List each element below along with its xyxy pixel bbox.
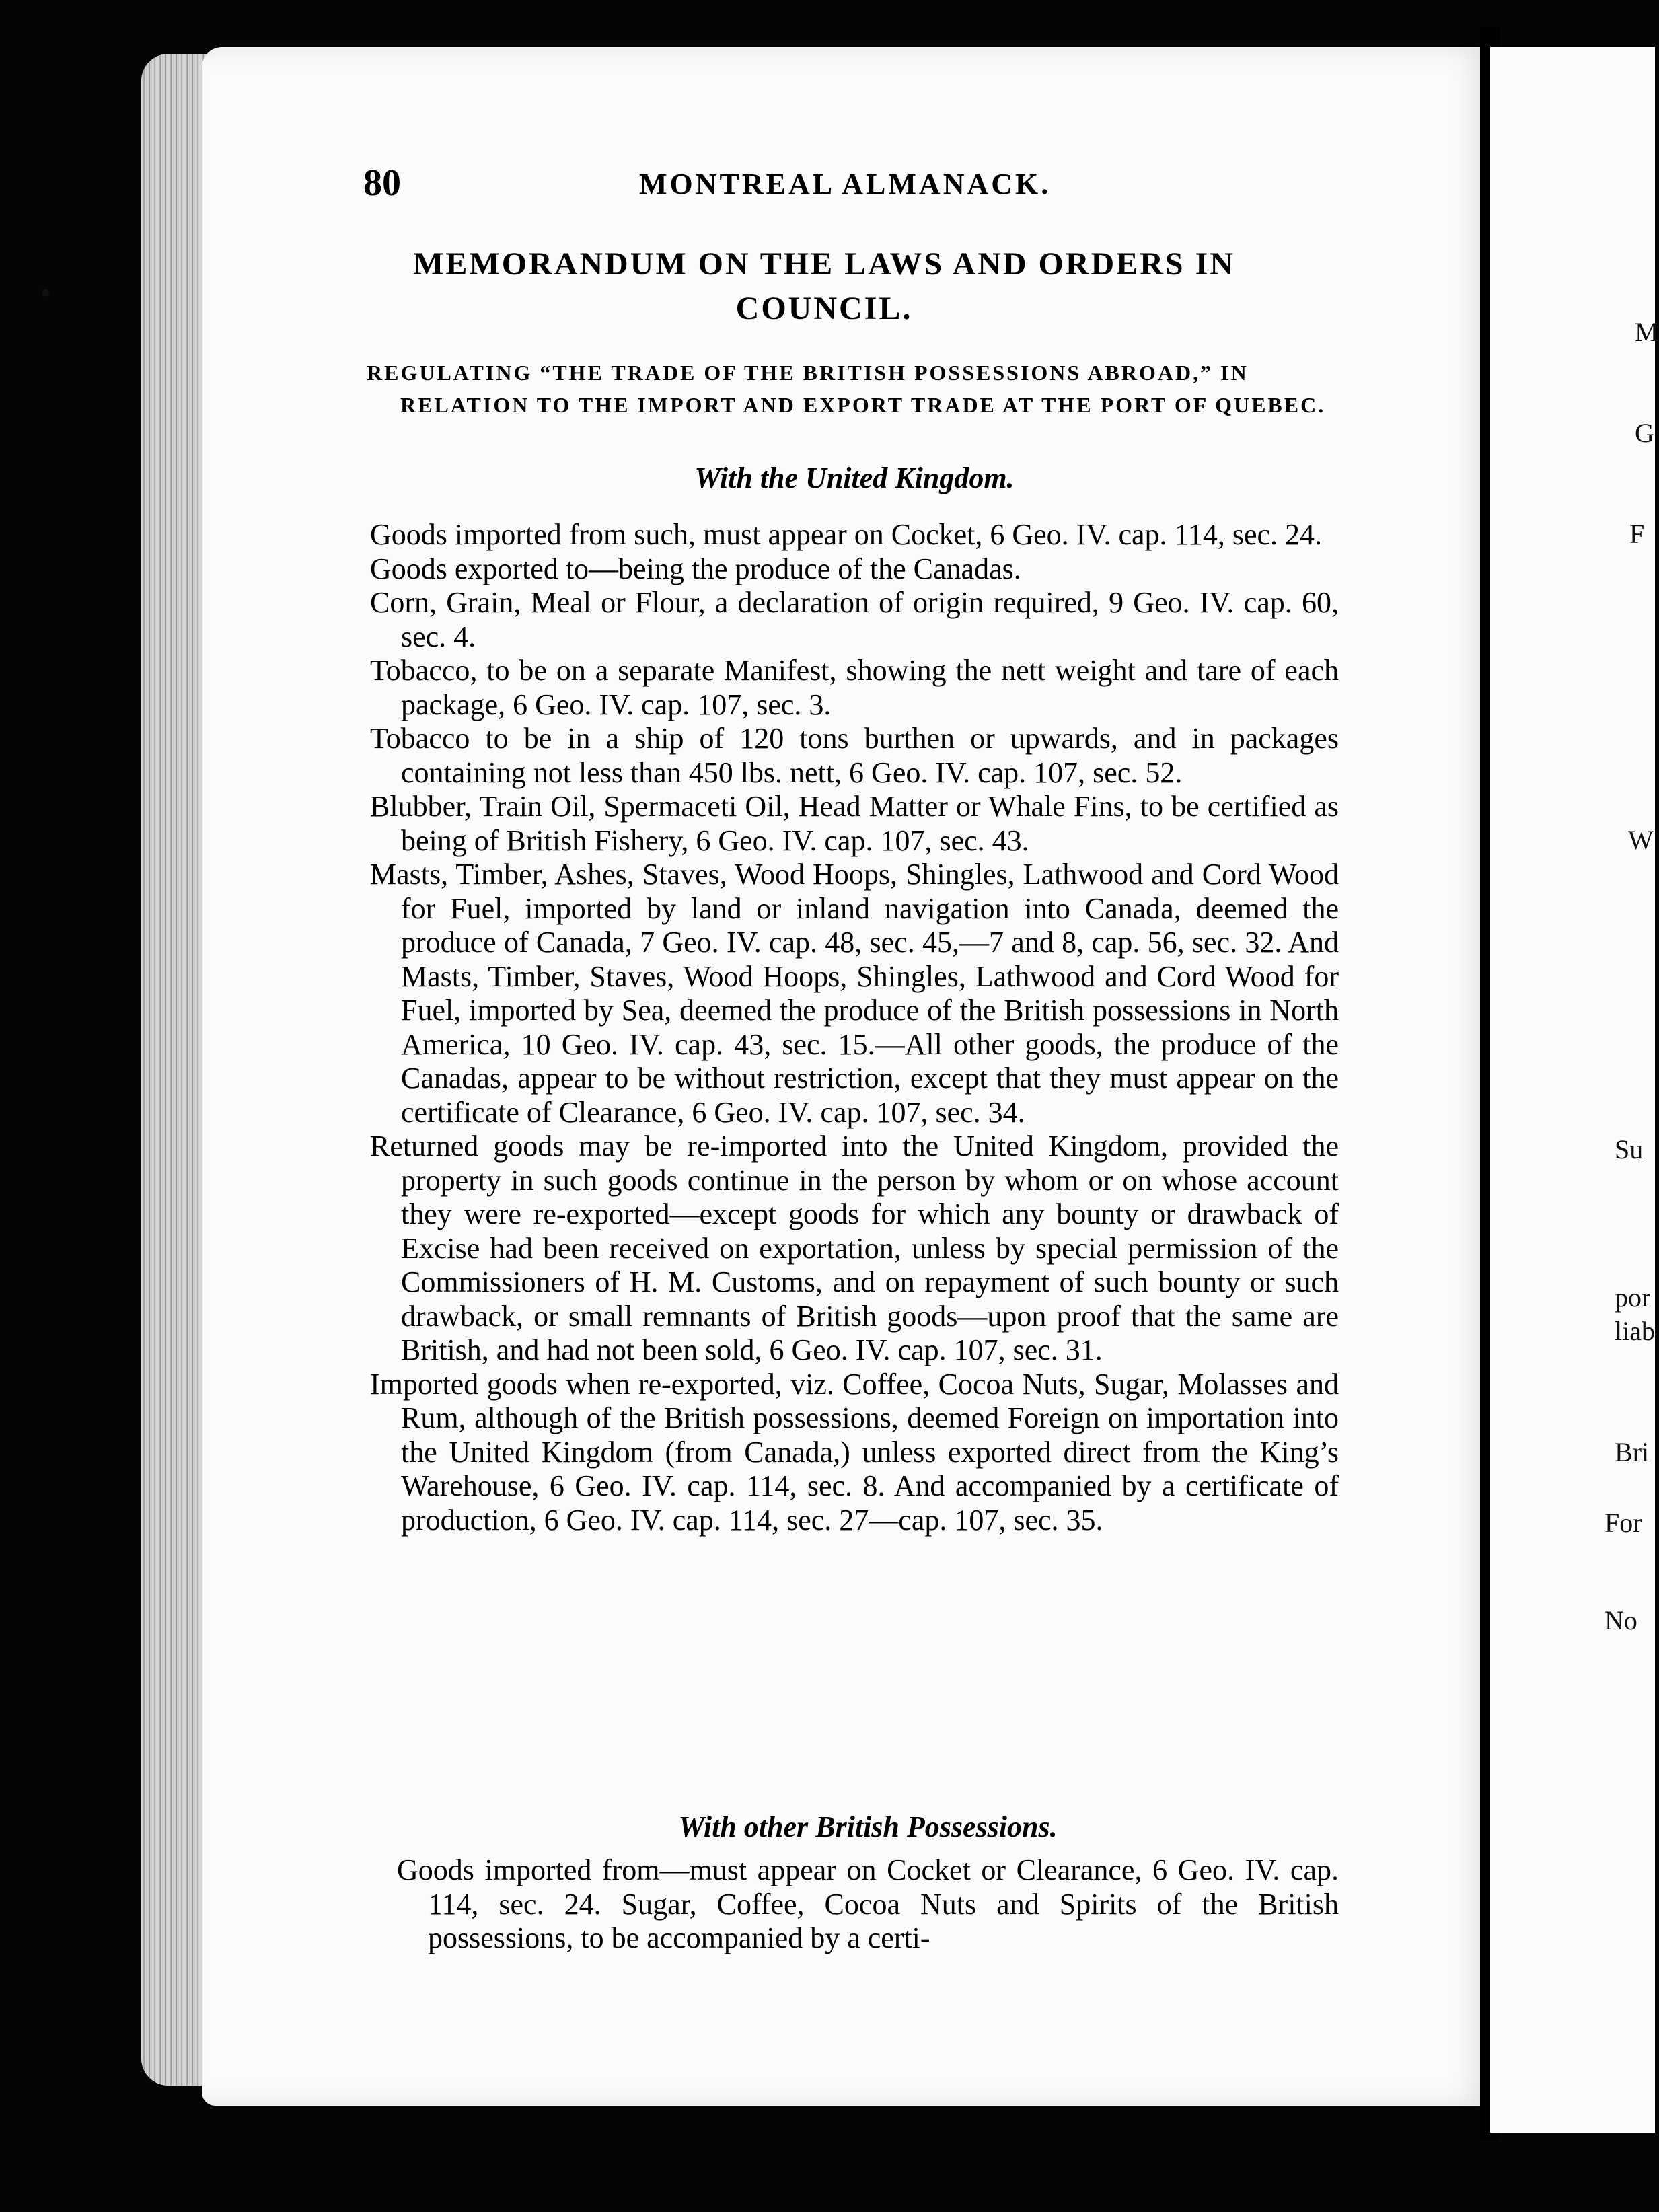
right-page-fragment: No — [1605, 1605, 1637, 1635]
right-page — [1490, 47, 1655, 2133]
right-page-fragment: Bri — [1615, 1437, 1650, 1467]
section-heading-other-possessions: With other British Possessions. — [678, 1810, 1058, 1843]
right-page-fragment: Su — [1615, 1134, 1644, 1165]
running-title: MONTREAL ALMANACK. — [639, 168, 1052, 200]
entry: Blubber, Train Oil, Spermaceti Oil, Head Matter or Whale Fins, to be certified as being of British Fishery, 6 Geo. IV. cap. 107, sec. 43. — [370, 790, 1339, 857]
regulating-heading: REGULATING “THE TRADE OF THE BRITISH POSSESSIONS ABROAD,” IN RELATION TO THE IMPORT AND EXPORT TRADE AT THE PORT OF QUEBEC. — [367, 361, 1326, 417]
right-page-fragment: G — [1635, 418, 1654, 448]
page-number: 80 — [363, 162, 401, 204]
section-heading-united-kingdom: With the United Kingdom. — [694, 462, 1015, 494]
entry: Returned goods may be re-imported into the United Kingdom, provided the property in such goods continue in the person by whom or on whose account they were re-exported—except goods for which any bounty or drawback of Excise had been received on exportation, unless by special permission of the Commissioners of H. M. Customs, and on repayment of such bounty or such drawback, or small remnants of British goods—upon proof that the same are British, and had not been sold, 6 Geo. IV. cap. 107, sec. 31. — [370, 1130, 1339, 1366]
section-entries-united-kingdom — [370, 518, 1339, 1537]
entry: Goods exported to—being the produce of the Canadas. — [370, 552, 1021, 585]
right-page-fragment: M — [1635, 317, 1659, 347]
right-page-fragment: por — [1615, 1282, 1651, 1313]
entry: Tobacco, to be on a separate Manifest, showing the nett weight and tare of each package, 6 Geo. IV. cap. 107, sec. 3. — [370, 654, 1339, 721]
entry: Masts, Timber, Ashes, Staves, Wood Hoops, Shingles, Lathwood and Cord Wood for Fuel, imported by land or inland navigation into Canada, deemed the produce of Canada, 7 Geo. IV. cap. 48, sec. 45,—7 and 8, cap. 56, sec. 32. And Masts, Timber, Staves, Wood Hoops, Shingles, Lathwood and Cord Wood for Fuel, imported by Sea, deemed the produce of the British possessions in North America, 10 Geo. IV. cap. 43, sec. 15.—All other goods, the produce of the Canadas, appear to be without restriction, except that they must appear on the certificate of Clearance, 6 Geo. IV. cap. 107, sec. 34. — [370, 858, 1339, 1129]
section-entries-other-possessions — [397, 1853, 1339, 1956]
entry: Imported goods when re-exported, viz. Coffee, Cocoa Nuts, Sugar, Molasses and Rum, although of the British possessions, deemed Foreign on importation into the United Kingdom (from Canada,) unless exported direct from the King’s Warehouse, 6 Geo. IV. cap. 114, sec. 8. And accompanied by a certificate of production, 6 Geo. IV. cap. 114, sec. 27—cap. 107, sec. 35. — [370, 1367, 1339, 1537]
running-head — [363, 161, 1339, 215]
entry: Goods imported from—must appear on Cocket or Clearance, 6 Geo. IV. cap. 114, sec. 24. Sugar, Coffee, Cocoa Nuts and Spirits of the British possessions, to be accompanied by a certi- — [397, 1853, 1339, 1954]
right-page-fragment: F — [1629, 519, 1645, 549]
entry: Goods imported from such, must appear on Cocket, 6 Geo. IV. cap. 114, sec. 24. — [370, 518, 1323, 551]
memo-title: MEMORANDUM ON THE LAWS AND ORDERS IN COUNCIL. — [413, 246, 1235, 326]
right-page-fragment: W — [1628, 825, 1654, 855]
right-page-fragment: For — [1605, 1508, 1642, 1538]
margin-speck: • — [40, 276, 51, 309]
entry: Tobacco to be in a ship of 120 tons burthen or upwards, and in packages containing not less than 450 lbs. nett, 6 Geo. IV. cap. 107, sec. 52. — [370, 722, 1339, 789]
right-page-fragment: liab — [1615, 1316, 1655, 1346]
entry: Corn, Grain, Meal or Flour, a declaration of origin required, 9 Geo. IV. cap. 60, sec. 4. — [370, 586, 1339, 653]
